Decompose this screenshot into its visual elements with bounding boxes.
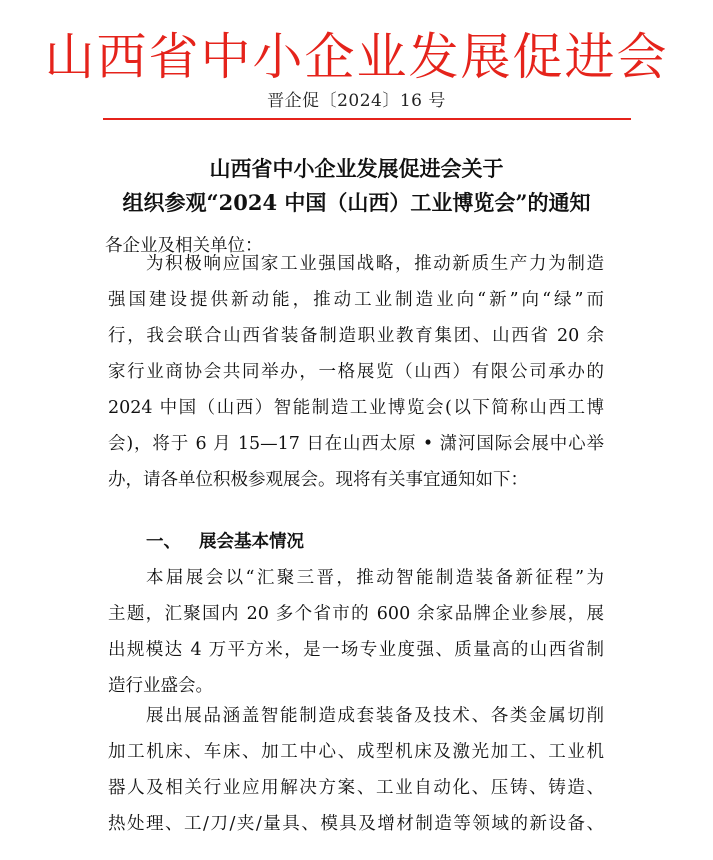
document-number: 晋企促〔2024〕16 号	[267, 91, 446, 111]
section-heading-text: 展会基本情况	[199, 532, 304, 552]
intro-paragraph	[108, 246, 604, 498]
red-divider-line	[103, 118, 631, 120]
paragraph-line: 2024 中国（山西）智能制造工业博览会(以下简称山西工博	[108, 398, 604, 418]
paragraph-line: 会)，将于 6 月 15—17 日在山西太原 • 潇河国际会展中心举	[108, 434, 604, 454]
title-line-2: 组织参观“2024 中国（山西）工业博览会”的通知	[122, 190, 591, 215]
paragraph-line: 加工机床、车床、加工中心、成型机床及激光加工、工业机	[108, 742, 604, 762]
section1-paragraph-2	[108, 698, 604, 842]
document-title	[0, 152, 713, 220]
paragraph-line: 展出展品涵盖智能制造成套装备及技术、各类金属切削	[146, 706, 604, 726]
paragraph-line: 热处理、工/刀/夹/量具、模具及增材制造等领域的新设备、	[108, 814, 604, 834]
paragraph-line: 强国建设提供新动能，推动工业制造业向“新”向“绿”而	[108, 290, 604, 310]
paragraph-line: 办，请各单位积极参观展会。现将有关事宜通知如下：	[108, 470, 528, 490]
paragraph-line: 为积极响应国家工业强国战略，推动新质生产力为制造	[146, 254, 604, 274]
paragraph-line: 出规模达 4 万平方米，是一场专业度强、质量高的山西省制	[108, 640, 604, 660]
paragraph-line: 本届展会以“汇聚三晋，推动智能制造装备新征程”为	[146, 568, 604, 588]
section1-paragraph-1	[108, 560, 604, 704]
section-heading	[146, 524, 304, 560]
paragraph-line: 造行业盛会。	[108, 676, 213, 696]
paragraph-line: 家行业商协会共同举办，一格展览（山西）有限公司承办的	[108, 362, 604, 382]
section-number: 一、	[146, 532, 181, 552]
paragraph-line: 行，我会联合山西省装备制造职业教育集团、山西省 20 余	[108, 326, 604, 346]
title-line-1: 山西省中小企业发展促进会关于	[209, 156, 504, 181]
paragraph-line: 主题，汇聚国内 20 多个省市的 600 余家品牌企业参展，展	[108, 604, 604, 624]
paragraph-line: 器人及相关行业应用解决方案、工业自动化、压铸、铸造、	[108, 778, 604, 798]
salutation: 各企业及相关单位：	[105, 236, 263, 256]
issuing-organization-header: 山西省中小企业发展促进会	[44, 28, 669, 86]
